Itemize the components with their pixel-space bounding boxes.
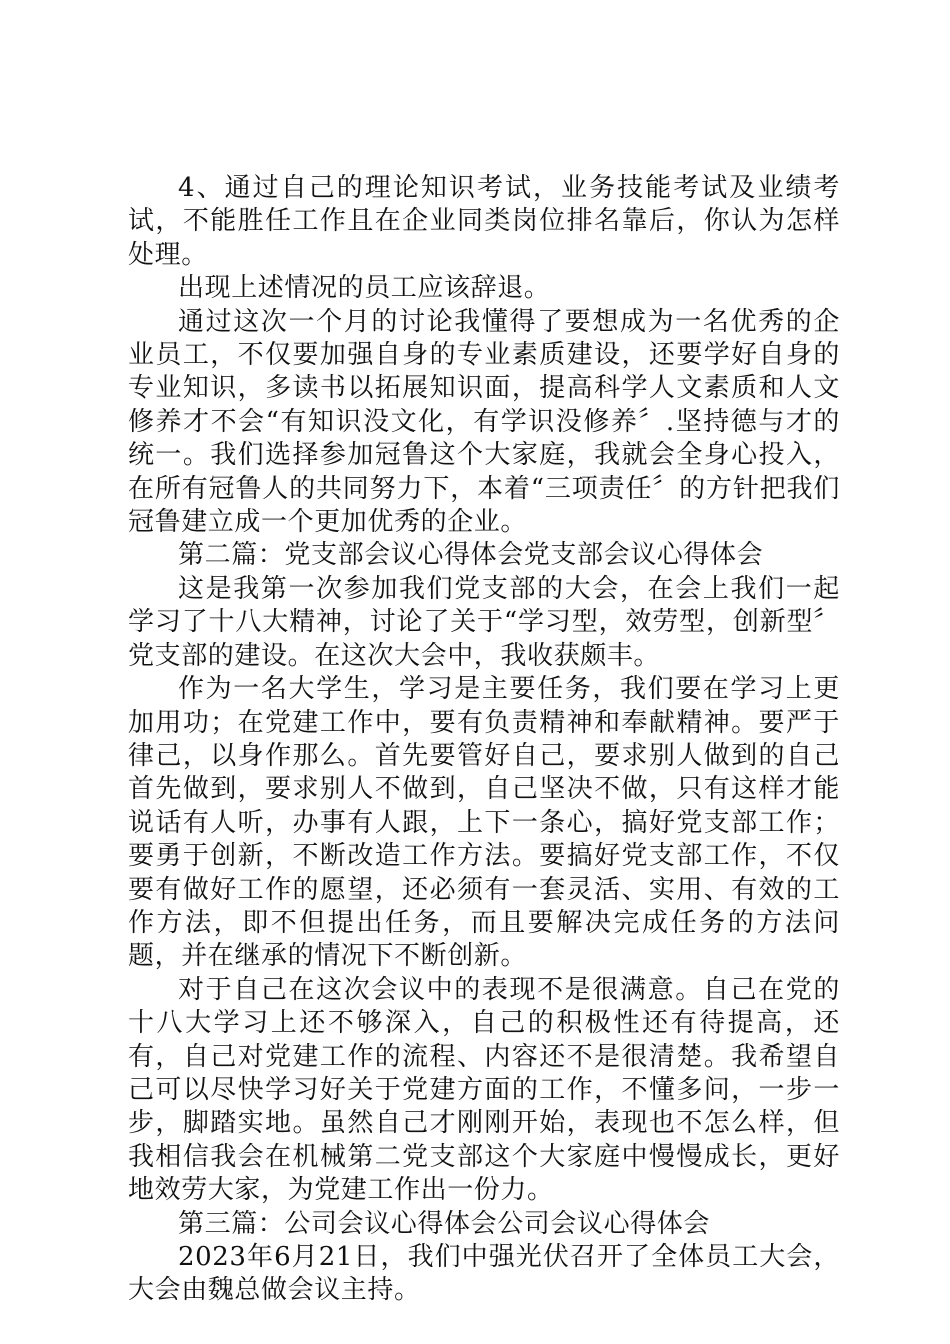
section-heading-part-3: 第三篇：公司会议心得体会公司会议心得体会 <box>178 1208 711 1239</box>
paragraph-first-meeting: 这是我第一次参加我们党支部的大会，在会上我们一起学习了十八大精神，讨论了关于“学习型，效劳型，创新型〞党支部的建设。在这次大会中，我收获颇丰。 <box>128 573 840 671</box>
paragraph-question-4: 4、通过自己的理论知识考试，业务技能考试及业绩考试，不能胜任工作且在企业同类岗位排名靠后，你认为怎样处理。 <box>128 173 840 270</box>
paragraph-student-duty: 作为一名大学生，学习是主要任务，我们要在学习上更加用功；在党建工作中，要有负责精神和奉献精神。要严于律己，以身作那么。首先要管好自己，要求别人做到的自己首先做到，要求别人不做到，自己坚决不做，只有这样才能说话有人听，办事有人跟，上下一条心，搞好党支部工作；要勇于创新，不断改造工作方法。要搞好党支部工作，不仅要有做好工作的愿望，还必须有一套灵活、实用、有效的工作方法，即不但提出任务，而且要解决完成任务的方法问题，并在继承的情况下不断创新。 <box>128 674 840 972</box>
section-heading-part-2: 第二篇：党支部会议心得体会党支部会议心得体会 <box>178 540 764 571</box>
paragraph-reflection: 通过这次一个月的讨论我懂得了要想成为一名优秀的企业员工，不仅要加强自身的专业素质建设，还要学好自身的专业知识，多读书以拓展知识面，提高科学人文素质和人文修养才不会“有知识没文化，有学识没修养〞.坚持德与才的统一。我们选择参加冠鲁这个大家庭，我就会全身心投入，在所有冠鲁人的共同努力下，本着“三项责任〞的方针把我们冠鲁建立成一个更加优秀的企业。 <box>128 306 840 538</box>
paragraph-company-meeting: 2023年6月21日，我们中强光伏召开了全体员工大会，大会由魏总做会议主持。 <box>128 1242 840 1306</box>
paragraph-answer-4: 出现上述情况的员工应该辞退。 <box>178 273 551 304</box>
paragraph-self-assessment: 对于自己在这次会议中的表现不是很满意。自己在党的十八大学习上还不够深入，自己的积极性还有待提高，还有，自己对党建工作的流程、内容还不是很清楚。我希望自己可以尽快学习好关于党建方面的工作，不懂多问，一步一步，脚踏实地。虽然自己才刚刚开始，表现也不怎么样，但我相信我会在机械第二党支部这个大家庭中慢慢成长，更好地效劳大家，为党建工作出一份力。 <box>128 974 840 1206</box>
document-body <box>128 172 840 1308</box>
